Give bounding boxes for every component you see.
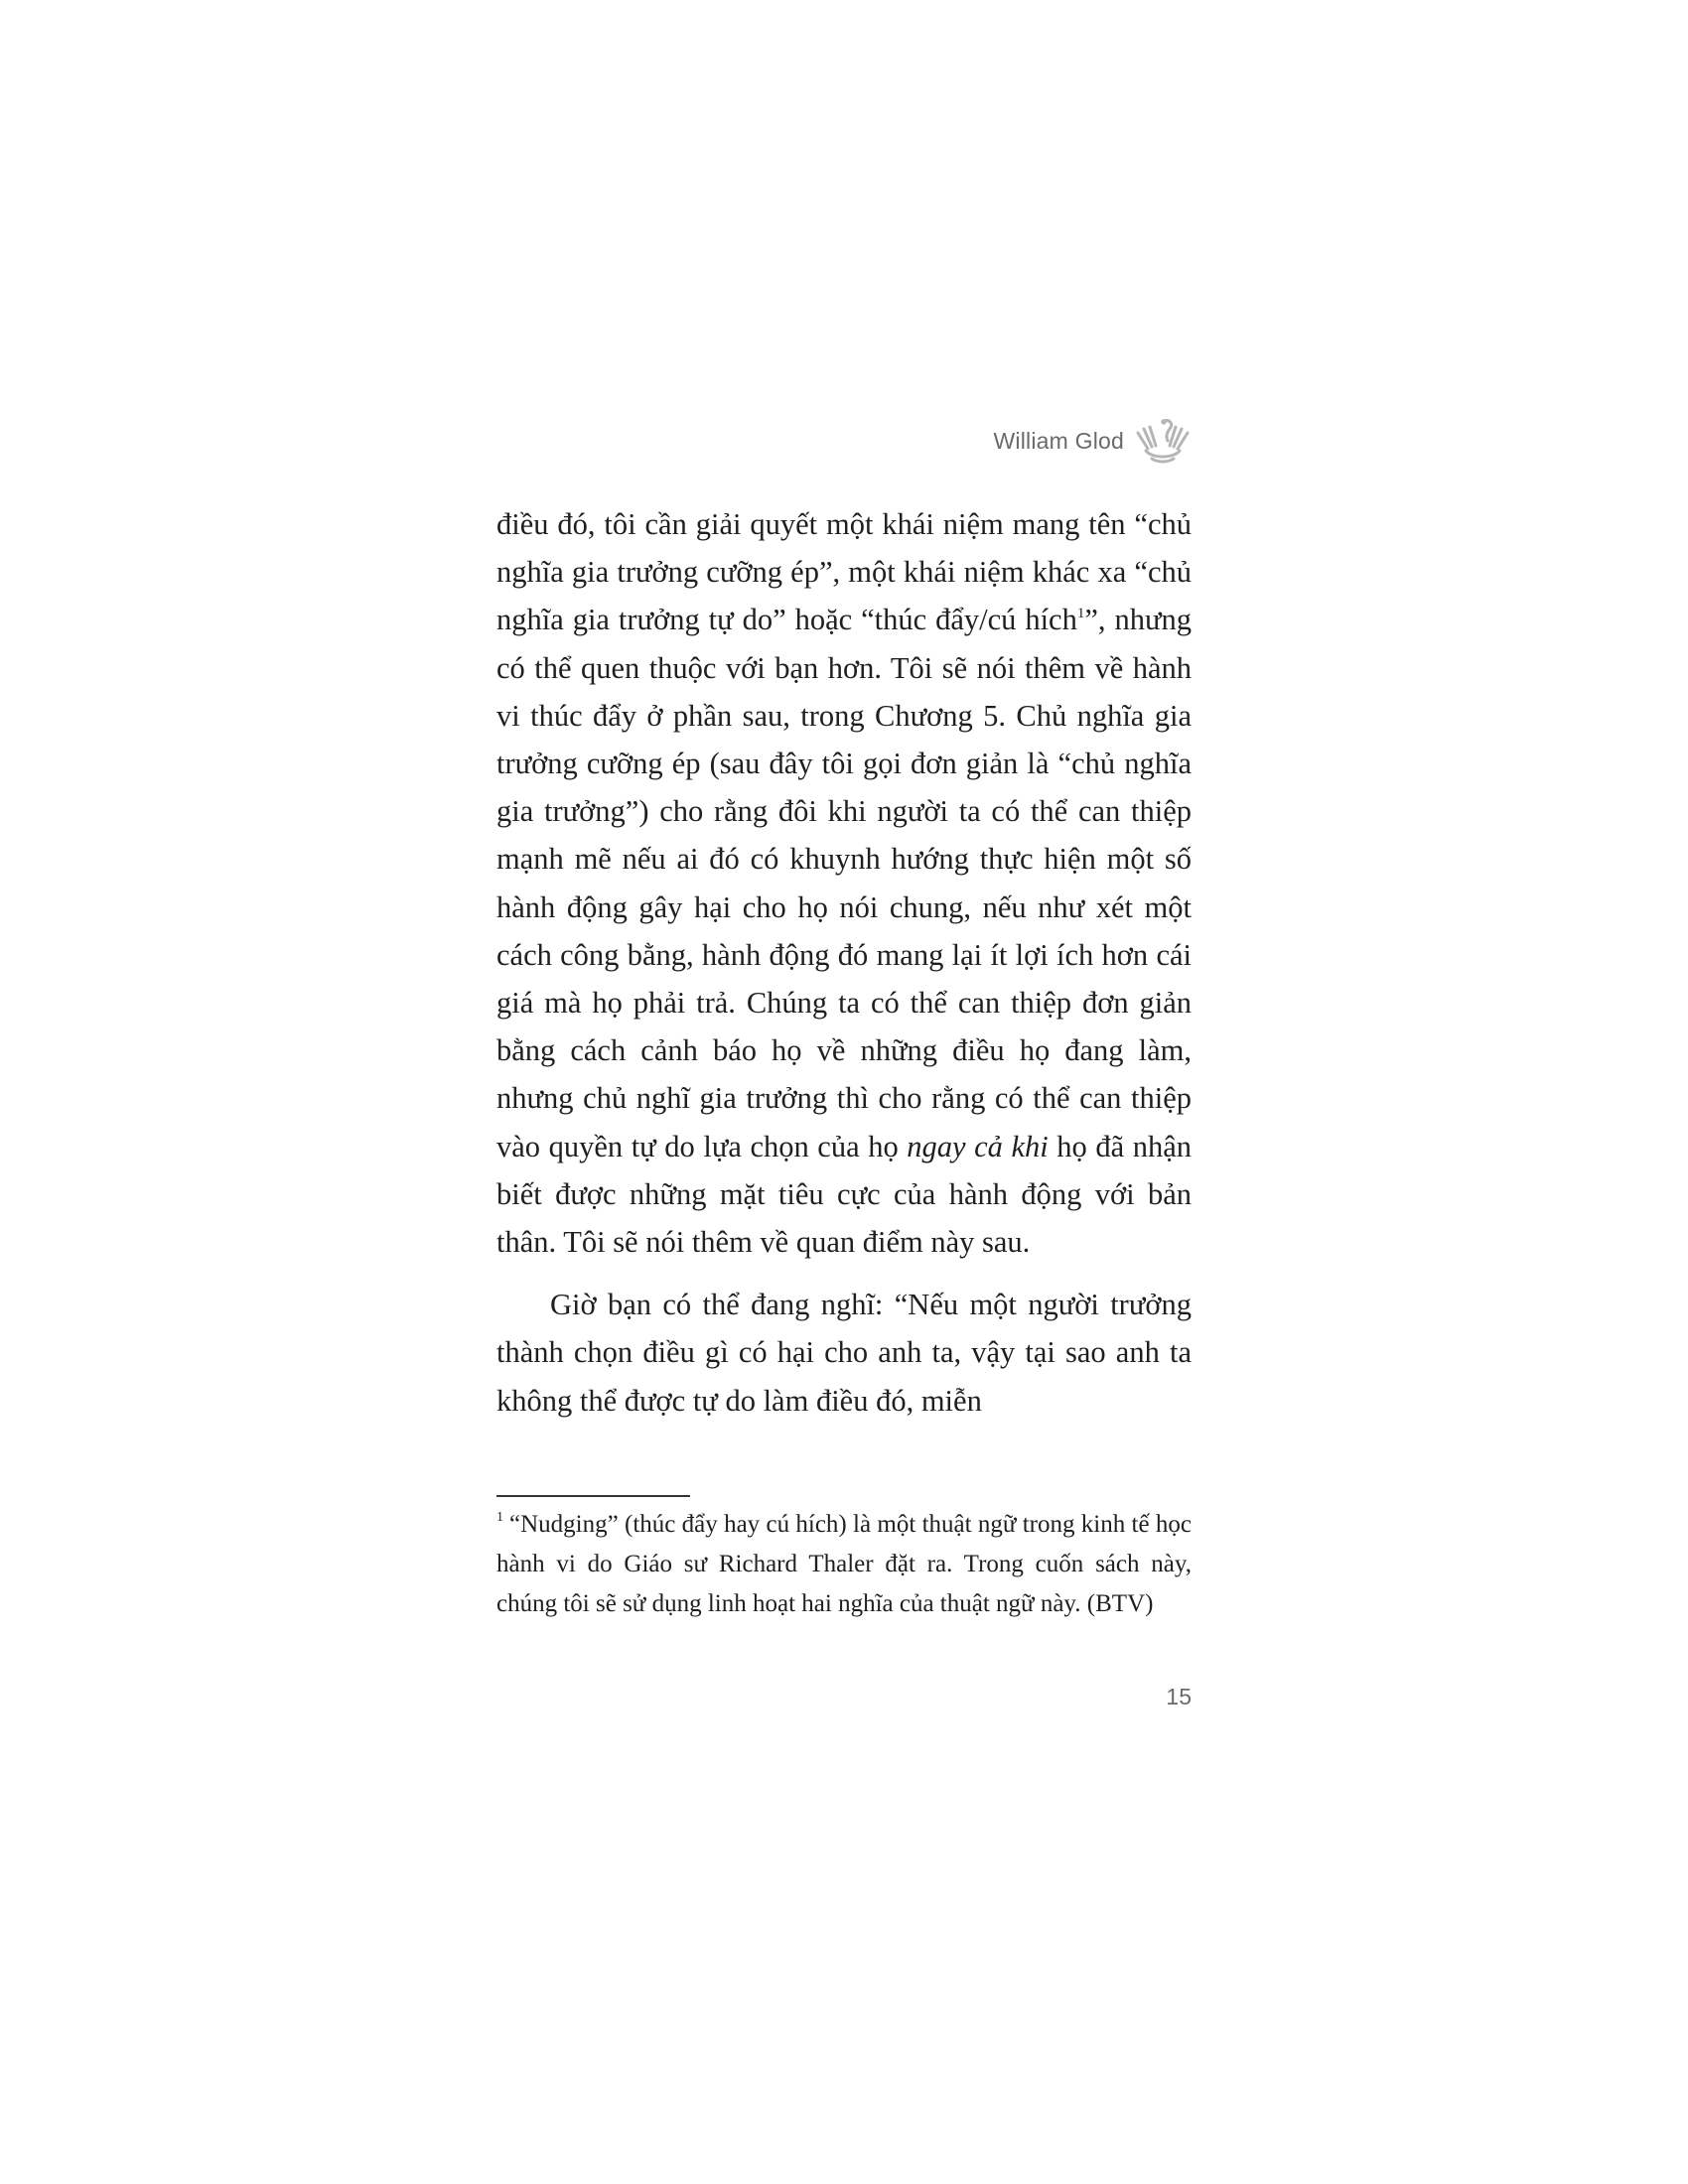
footnote-separator: [496, 1495, 690, 1497]
running-header-author: William Glod: [993, 427, 1124, 454]
paragraph-1-text-b: ”, nhưng có thể quen thuộc với bạn hơn. Tôi sẽ nói thêm về hành vi thúc đẩy ở phần sau, trong Chương 5. Chủ nghĩa gia trưởng cưỡng ép (sau đây tôi gọi đơn giản là “chủ nghĩa gia trưởng”) cho rằng đôi khi người ta có thể can thiệp mạnh mẽ nếu ai đó có khuynh hướng thực hiện một số hành động gây hại cho họ nói chung, nếu như xét một cách công bằng, hành động đó mang lại ít lợi ích hơn cái giá mà họ phải trả. Chúng ta có thể can thiệp đơn giản bằng cách cảnh báo họ về những điều họ đang làm, nhưng chủ nghĩ gia trưởng thì cho rằng có thể can thiệp vào quyền tự do lựa chọn của họ: [496, 603, 1192, 1163]
paragraph-1-text-a: điều đó, tôi cần giải quyết một khái niệm mang tên “chủ nghĩa gia trưởng cưỡng ép”, một khái niệm khác xa “chủ nghĩa gia trưởng tự do” hoặc “thúc đẩy/cú hích: [496, 507, 1192, 637]
paragraph-2: Giờ bạn có thể đang nghĩ: “Nếu một người trưởng thành chọn điều gì có hại cho anh ta, vậy tại sao anh ta không thể được tự do làm điều đó, miễn: [496, 1288, 1192, 1418]
body-text: [496, 500, 1192, 1425]
footnote-reference-1[interactable]: 1: [1076, 606, 1085, 622]
footnote-text: “Nudging” (thúc đẩy hay cú hích) là một thuật ngữ trong kinh tế học hành vi do Giáo sư Richard Thaler đặt ra. Trong cuốn sách này, chúng tôi sẽ sử dụng linh hoạt hai nghĩa của thuật ngữ này. (BTV): [496, 1511, 1192, 1617]
paragraph-1-emphasis: ngay cả khi: [907, 1129, 1049, 1163]
footnote-marker: 1: [496, 1510, 503, 1525]
page-number: 15: [1166, 1684, 1192, 1709]
paragraph-1-text-c: họ đã nhận biết được những mặt tiêu cực của hành động với bản thân. Tôi sẽ nói thêm về quan điểm này sau.: [496, 1129, 1193, 1260]
paragraph-1: [496, 500, 1192, 1266]
running-header: [994, 415, 1192, 467]
hands-swan-logo-icon: [1134, 415, 1192, 467]
footnote-1: [496, 1505, 1192, 1624]
